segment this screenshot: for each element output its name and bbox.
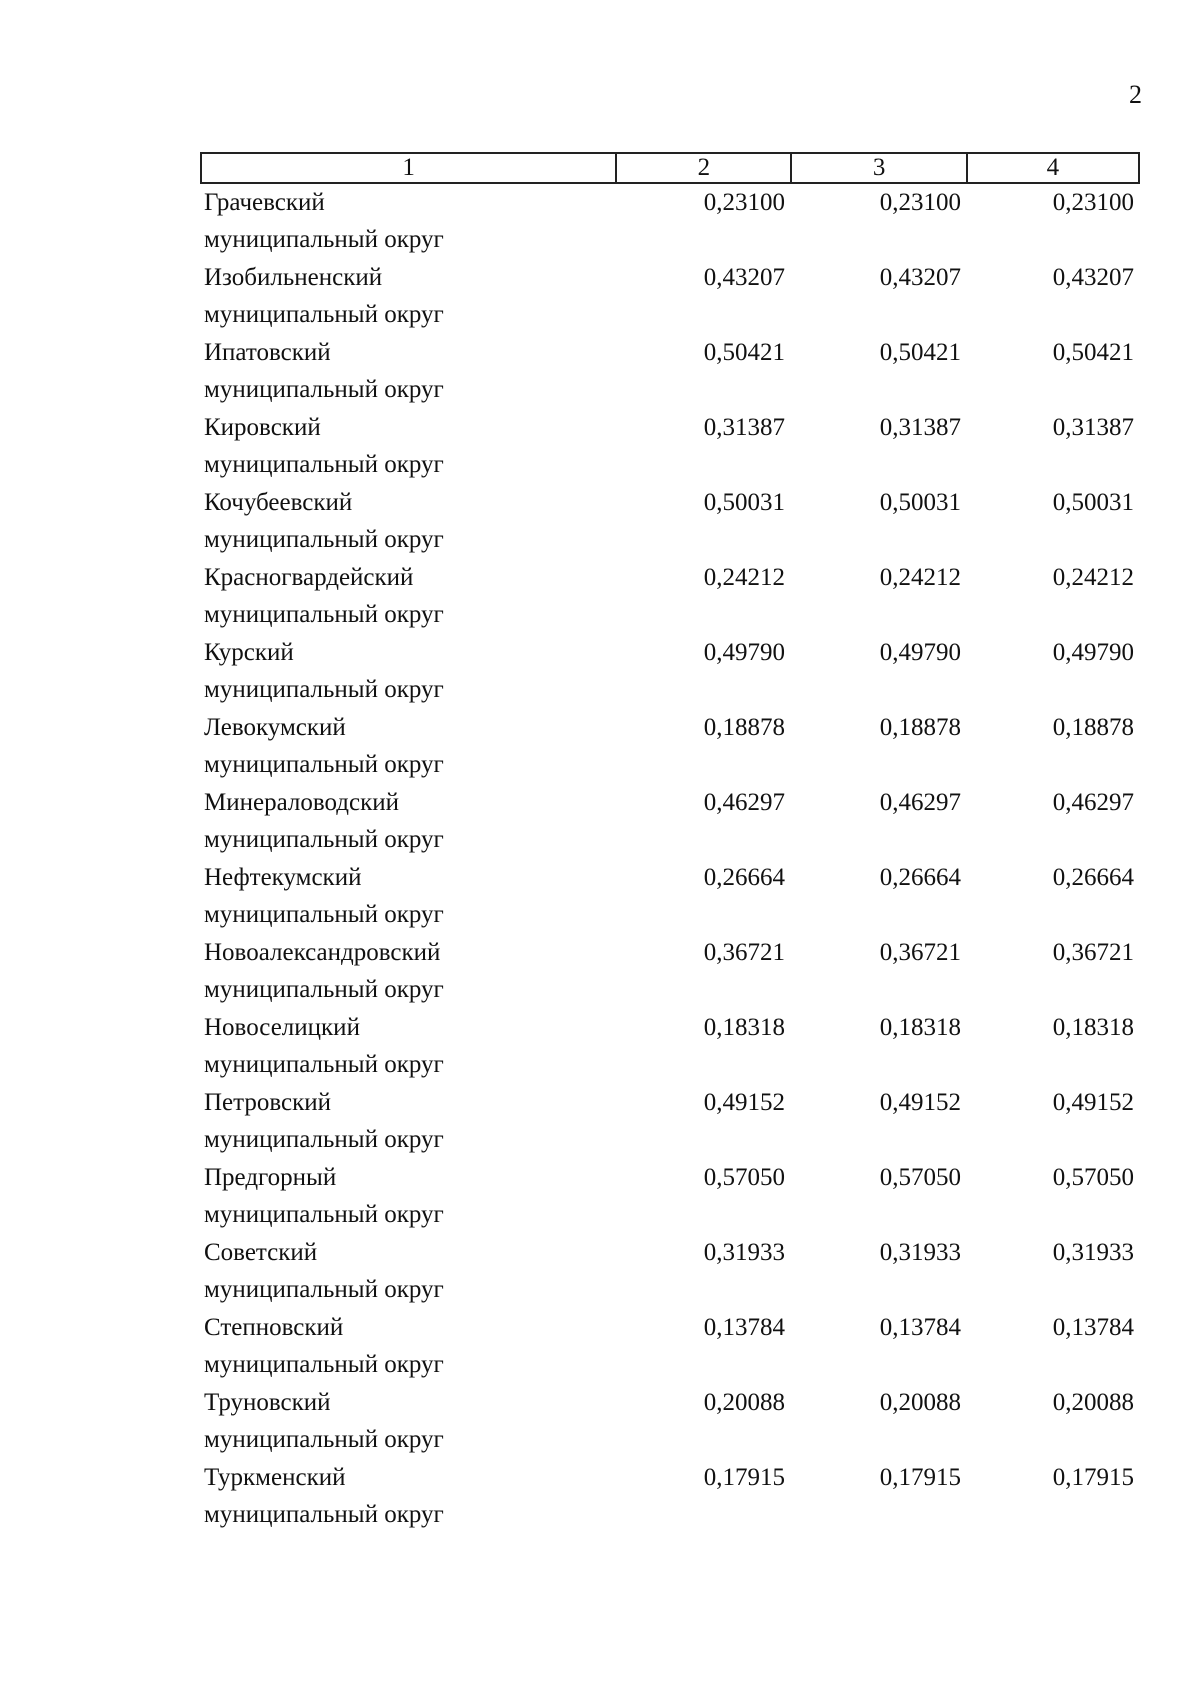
district-type: муниципальный округ [204, 451, 444, 478]
district-name: Предгорный [204, 1164, 337, 1191]
value-cell-col-3: 0,49790 [879, 639, 961, 666]
value-cell-col-2: 0,18318 [703, 1014, 785, 1041]
district-name-cell [200, 784, 615, 859]
district-name-cell [200, 259, 615, 334]
district-name-cell [200, 709, 615, 784]
district-type: муниципальный округ [204, 751, 444, 778]
district-name-cell [200, 934, 615, 1009]
value-cell-col-2: 0,13784 [703, 1314, 785, 1341]
district-name-cell [200, 1009, 615, 1084]
value-cell-col-4: 0,20088 [1052, 1389, 1134, 1416]
district-type: муниципальный округ [204, 526, 444, 553]
district-type: муниципальный округ [204, 826, 444, 853]
value-cell-col-2: 0,20088 [703, 1389, 785, 1416]
table-row [200, 559, 1140, 634]
district-name-cell [200, 859, 615, 934]
value-cell-col-4: 0,49152 [1052, 1089, 1134, 1116]
district-type: муниципальный округ [204, 601, 444, 628]
table-row [200, 409, 1140, 484]
value-cell-col-2: 0,24212 [703, 564, 785, 591]
district-name: Кочубеевский [204, 489, 353, 516]
district-name-cell [200, 334, 615, 409]
table-row [200, 1009, 1140, 1084]
district-name: Новоалександровский [204, 939, 441, 966]
district-type: муниципальный округ [204, 376, 444, 403]
coefficients-table [200, 152, 1140, 1534]
district-name: Советский [204, 1239, 318, 1266]
value-cell-col-4: 0,26664 [1052, 864, 1134, 891]
value-cell-col-4: 0,17915 [1052, 1464, 1134, 1491]
value-cell-col-3: 0,26664 [879, 864, 961, 891]
table-row [200, 709, 1140, 784]
district-name: Туркменский [204, 1464, 346, 1491]
district-name-cell [200, 1459, 615, 1534]
district-name: Ипатовский [204, 339, 331, 366]
value-cell-col-4: 0,57050 [1052, 1164, 1134, 1191]
value-cell-col-4: 0,13784 [1052, 1314, 1134, 1341]
district-name: Новоселицкий [204, 1014, 360, 1041]
district-type: муниципальный округ [204, 1126, 444, 1153]
value-cell-col-2: 0,43207 [703, 264, 785, 291]
district-type: муниципальный округ [204, 1276, 444, 1303]
district-name: Кировский [204, 414, 321, 441]
value-cell-col-2: 0,31933 [703, 1239, 785, 1266]
district-name: Нефтекумский [204, 864, 362, 891]
table-row [200, 934, 1140, 1009]
district-name: Курский [204, 639, 294, 666]
value-cell-col-3: 0,49152 [879, 1089, 961, 1116]
district-type: муниципальный округ [204, 301, 444, 328]
value-cell-col-2: 0,31387 [703, 414, 785, 441]
value-cell-col-3: 0,46297 [879, 789, 961, 816]
value-cell-col-4: 0,50031 [1052, 489, 1134, 516]
value-cell-col-4: 0,18318 [1052, 1014, 1134, 1041]
value-cell-col-4: 0,36721 [1052, 939, 1134, 966]
value-cell-col-3: 0,31933 [879, 1239, 961, 1266]
value-cell-col-2: 0,46297 [703, 789, 785, 816]
district-name: Петровский [204, 1089, 332, 1116]
table-row [200, 334, 1140, 409]
page-number: 2 [1129, 80, 1142, 109]
table-row [200, 634, 1140, 709]
table-row [200, 1384, 1140, 1459]
district-name-cell [200, 484, 615, 559]
value-cell-col-3: 0,31387 [879, 414, 961, 441]
table-row [200, 784, 1140, 859]
district-name-cell [200, 1084, 615, 1159]
value-cell-col-3: 0,50031 [879, 489, 961, 516]
district-name: Степновский [204, 1314, 344, 1341]
district-name-cell [200, 1384, 615, 1459]
header-cell-2: 2 [615, 154, 790, 182]
value-cell-col-2: 0,23100 [703, 189, 785, 216]
value-cell-col-2: 0,18878 [703, 714, 785, 741]
district-type: муниципальный округ [204, 1351, 444, 1378]
value-cell-col-4: 0,43207 [1052, 264, 1134, 291]
table-row [200, 1309, 1140, 1384]
value-cell-col-2: 0,50421 [703, 339, 785, 366]
district-name-cell [200, 1234, 615, 1309]
district-name-cell [200, 409, 615, 484]
value-cell-col-2: 0,36721 [703, 939, 785, 966]
value-cell-col-2: 0,49152 [703, 1089, 785, 1116]
value-cell-col-4: 0,49790 [1052, 639, 1134, 666]
value-cell-col-2: 0,49790 [703, 639, 785, 666]
table-row [200, 484, 1140, 559]
district-name-cell [200, 1159, 615, 1234]
table-row [200, 1459, 1140, 1534]
district-type: муниципальный округ [204, 976, 444, 1003]
value-cell-col-4: 0,31387 [1052, 414, 1134, 441]
district-name: Изобильненский [204, 264, 383, 291]
district-type: муниципальный округ [204, 1051, 444, 1078]
table-row [200, 859, 1140, 934]
value-cell-col-3: 0,24212 [879, 564, 961, 591]
district-type: муниципальный округ [204, 901, 444, 928]
value-cell-col-3: 0,36721 [879, 939, 961, 966]
district-type: муниципальный округ [204, 1501, 444, 1528]
table-row [200, 1234, 1140, 1309]
value-cell-col-3: 0,18318 [879, 1014, 961, 1041]
value-cell-col-4: 0,18878 [1052, 714, 1134, 741]
district-name: Грачевский [204, 189, 325, 216]
value-cell-col-4: 0,46297 [1052, 789, 1134, 816]
value-cell-col-3: 0,17915 [879, 1464, 961, 1491]
value-cell-col-3: 0,57050 [879, 1164, 961, 1191]
value-cell-col-2: 0,17915 [703, 1464, 785, 1491]
district-name: Минераловодский [204, 789, 400, 816]
table-header-row [200, 152, 1140, 184]
value-cell-col-4: 0,31933 [1052, 1239, 1134, 1266]
district-type: муниципальный округ [204, 1201, 444, 1228]
district-name: Красногвардейский [204, 564, 414, 591]
district-name-cell [200, 559, 615, 634]
value-cell-col-3: 0,20088 [879, 1389, 961, 1416]
table-row [200, 184, 1140, 259]
value-cell-col-2: 0,26664 [703, 864, 785, 891]
district-name: Левокумский [204, 714, 346, 741]
district-name: Труновский [204, 1389, 331, 1416]
table-row [200, 1159, 1140, 1234]
district-type: муниципальный округ [204, 1426, 444, 1453]
header-cell-4: 4 [966, 154, 1138, 182]
district-name-cell [200, 634, 615, 709]
value-cell-col-3: 0,13784 [879, 1314, 961, 1341]
district-type: муниципальный округ [204, 226, 444, 253]
table-row [200, 1084, 1140, 1159]
value-cell-col-4: 0,24212 [1052, 564, 1134, 591]
value-cell-col-4: 0,23100 [1052, 189, 1134, 216]
value-cell-col-3: 0,23100 [879, 189, 961, 216]
value-cell-col-2: 0,57050 [703, 1164, 785, 1191]
table-row [200, 259, 1140, 334]
district-type: муниципальный округ [204, 676, 444, 703]
value-cell-col-2: 0,50031 [703, 489, 785, 516]
value-cell-col-3: 0,50421 [879, 339, 961, 366]
value-cell-col-3: 0,18878 [879, 714, 961, 741]
table-body [200, 184, 1140, 1534]
district-name-cell [200, 1309, 615, 1384]
header-cell-3: 3 [790, 154, 965, 182]
header-cell-1: 1 [402, 154, 415, 181]
value-cell-col-3: 0,43207 [879, 264, 961, 291]
district-name-cell [200, 184, 615, 259]
value-cell-col-4: 0,50421 [1052, 339, 1134, 366]
